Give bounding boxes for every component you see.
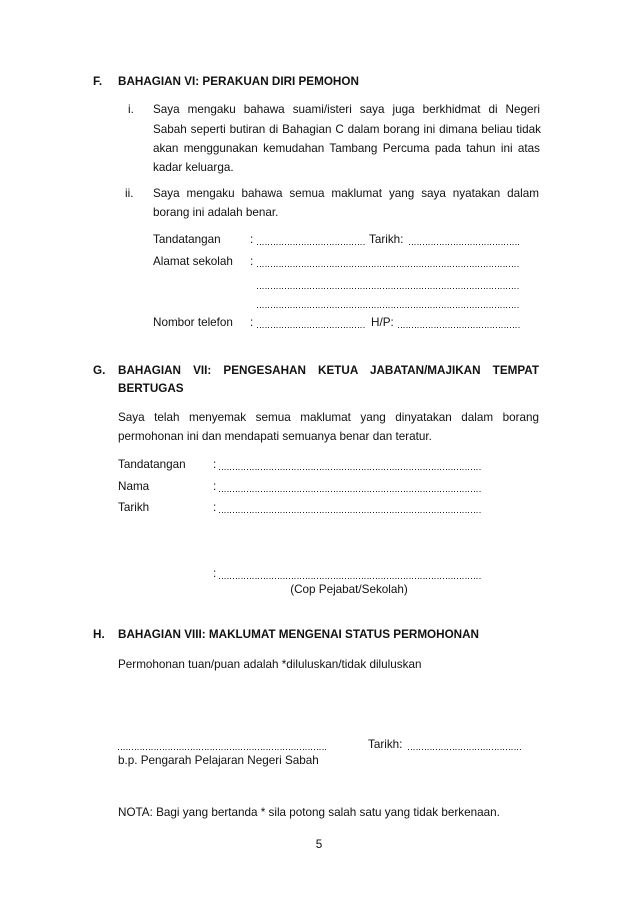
field-separator: :	[213, 567, 217, 580]
section-g-letter: G.	[93, 364, 106, 377]
field-separator: :	[213, 458, 217, 471]
application-status-text: Permohonan tuan/puan adalah *diluluskan/tidak diluluskan	[118, 658, 422, 671]
director-date-line	[408, 749, 522, 750]
section-f-letter: F.	[93, 75, 103, 88]
item-i-line: Sabah seperti butiran di Bahagian C dalam borang ini dimana beliau tidak	[153, 123, 541, 136]
applicant-signature-line	[257, 244, 365, 245]
item-i-marker: i.	[128, 103, 134, 116]
head-signature-line	[219, 469, 482, 470]
section-g-title: BERTUGAS	[118, 382, 184, 395]
field-separator: :	[250, 255, 254, 268]
page-number: 5	[315, 838, 323, 851]
phone-label: Nombor telefon	[153, 316, 233, 329]
school-address-line	[257, 266, 520, 267]
stamp-caption: (Cop Pejabat/Sekolah)	[290, 583, 408, 596]
director-signature-line	[118, 749, 328, 750]
item-i-line: Saya mengaku bahawa suami/isteri saya juga berkhidmat di Negeri	[153, 103, 540, 116]
section-f-title: BAHAGIAN VI: PERAKUAN DIRI PEMOHON	[118, 75, 359, 88]
section-h-title: BAHAGIAN VIII: MAKLUMAT MENGENAI STATUS PERMOHONAN	[118, 628, 479, 641]
item-i-line: kadar keluarga.	[153, 161, 234, 174]
mobile-label: H/P:	[371, 316, 394, 329]
applicant-date-line	[409, 244, 520, 245]
mobile-line	[398, 327, 520, 328]
item-i-line: akan menggunakan kemudahan Tambang Percuma pada tahun ini atas	[153, 142, 540, 155]
school-address-line	[257, 307, 520, 308]
item-ii-line: borang ini adalah benar.	[153, 206, 279, 219]
director-date-label: Tarikh:	[368, 738, 403, 751]
applicant-date-label: Tarikh:	[369, 233, 404, 246]
phone-line	[257, 327, 365, 328]
applicant-signature-label: Tandatangan	[153, 233, 221, 246]
head-signature-label: Tandatangan	[118, 458, 186, 471]
verification-statement: permohonan ini dan mendapati semuanya benar dan teratur.	[118, 430, 432, 443]
field-separator: :	[250, 233, 254, 246]
head-name-label: Nama	[118, 480, 150, 493]
signatory-title: b.p. Pengarah Pelajaran Negeri Sabah	[118, 754, 319, 767]
field-separator: :	[250, 316, 254, 329]
section-h-letter: H.	[93, 628, 105, 641]
stamp-line	[219, 578, 482, 579]
field-separator: :	[213, 480, 217, 493]
head-date-label: Tarikh	[118, 501, 150, 514]
section-g-title: BAHAGIAN VII: PENGESAHAN KETUA JABATAN/MAJIKAN TEMPAT	[118, 364, 539, 377]
footnote: NOTA: Bagi yang bertanda * sila potong salah satu yang tidak berkenaan.	[118, 806, 500, 819]
school-address-line	[257, 288, 520, 289]
head-date-line	[219, 512, 482, 513]
item-ii-line: Saya mengaku bahawa semua maklumat yang saya nyatakan dalam	[153, 187, 539, 200]
verification-statement: Saya telah menyemak semua maklumat yang dinyatakan dalam borang	[118, 411, 539, 424]
head-name-line	[219, 491, 482, 492]
item-ii-marker: ii.	[125, 187, 134, 200]
school-address-label: Alamat sekolah	[153, 255, 233, 268]
field-separator: :	[213, 501, 217, 514]
